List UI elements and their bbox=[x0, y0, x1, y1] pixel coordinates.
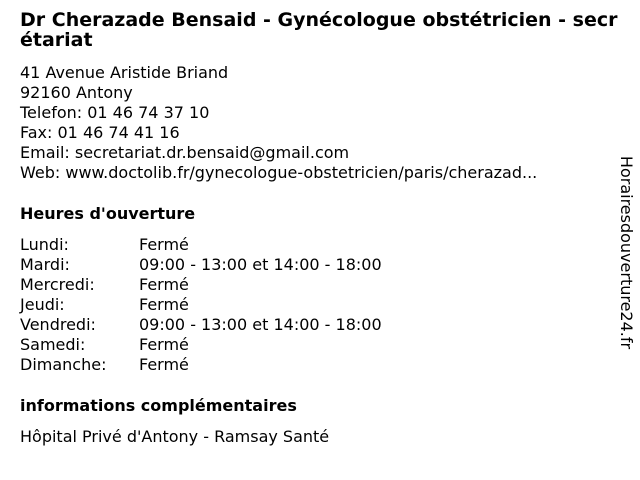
fax-label: Fax: bbox=[20, 123, 53, 142]
day-label: Mercredi: bbox=[20, 275, 95, 294]
day-label: Vendredi: bbox=[20, 315, 96, 334]
web-line bbox=[20, 163, 610, 183]
hours-row-wednesday bbox=[20, 275, 610, 295]
email-label: Email: bbox=[20, 143, 70, 162]
day-label: Dimanche: bbox=[20, 355, 107, 374]
day-label: Mardi: bbox=[20, 255, 70, 274]
phone-line bbox=[20, 103, 610, 123]
hours-row-sunday bbox=[20, 355, 610, 375]
phone-label: Telefon: bbox=[20, 103, 83, 122]
day-hours: Fermé bbox=[139, 235, 189, 254]
address-city: 92160 Antony bbox=[20, 83, 133, 102]
phone-link[interactable]: 01 46 74 37 10 bbox=[87, 103, 210, 122]
business-card bbox=[20, 9, 618, 447]
address-street: 41 Avenue Aristide Briand bbox=[20, 63, 229, 82]
site-watermark bbox=[614, 136, 640, 368]
day-hours: 09:00 - 13:00 et 14:00 - 18:00 bbox=[139, 255, 382, 274]
web-label: Web: bbox=[20, 163, 61, 182]
hours-heading: Heures d'ouverture bbox=[20, 204, 196, 223]
info-text: Hôpital Privé d'Antony - Ramsay Santé bbox=[20, 427, 330, 446]
hours-row-monday bbox=[20, 235, 610, 255]
hours-row-friday bbox=[20, 315, 610, 335]
day-hours: Fermé bbox=[139, 355, 189, 374]
contact-block bbox=[20, 63, 610, 183]
site-name: Horairesdouverture24.fr bbox=[617, 155, 637, 349]
day-hours: 09:00 - 13:00 et 14:00 - 18:00 bbox=[139, 315, 382, 334]
day-hours: Fermé bbox=[139, 275, 189, 294]
fax-value: 01 46 74 41 16 bbox=[57, 123, 180, 142]
day-label: Jeudi: bbox=[20, 295, 65, 314]
day-label: Samedi: bbox=[20, 335, 86, 354]
hours-table bbox=[20, 235, 610, 375]
day-hours: Fermé bbox=[139, 295, 189, 314]
day-hours: Fermé bbox=[139, 335, 189, 354]
hours-row-saturday bbox=[20, 335, 610, 355]
email-line bbox=[20, 143, 610, 163]
info-heading: informations complémentaires bbox=[20, 396, 297, 415]
fax-line bbox=[20, 123, 610, 143]
hours-row-thursday bbox=[20, 295, 610, 315]
hours-row-tuesday bbox=[20, 255, 610, 275]
page-title: Dr Cherazade Bensaid - Gynécologue obstétricien - secrétariat bbox=[20, 9, 618, 51]
email-link[interactable]: secretariat.dr.bensaid@gmail.com bbox=[74, 143, 350, 162]
web-link[interactable]: www.doctolib.fr/gynecologue-obstetricien/paris/cherazad... bbox=[65, 163, 538, 182]
day-label: Lundi: bbox=[20, 235, 69, 254]
